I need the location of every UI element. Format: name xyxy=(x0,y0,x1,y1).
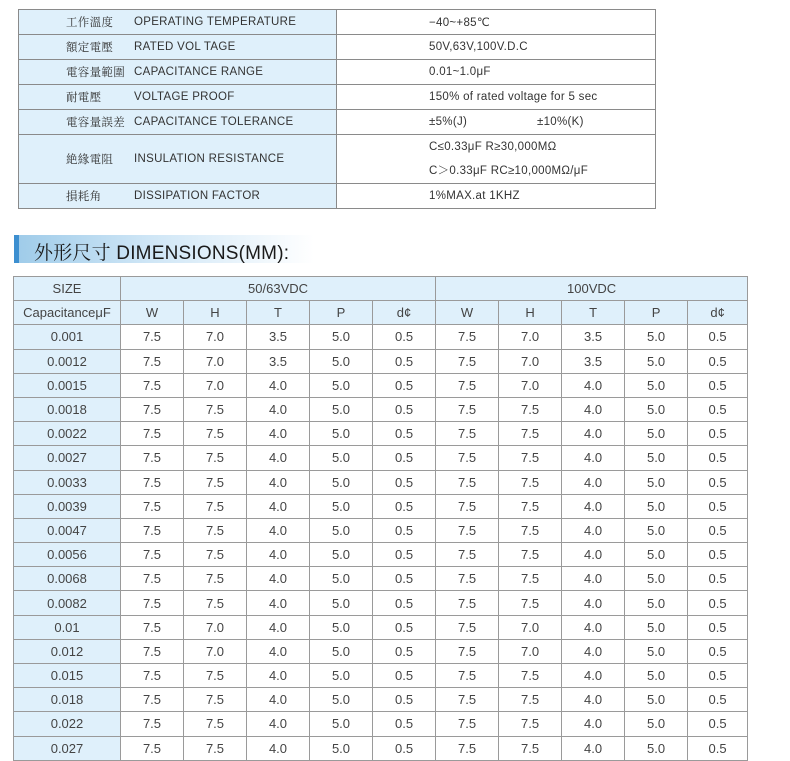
dimension-cell: 0.5 xyxy=(373,688,436,712)
dimension-cell: 7.5 xyxy=(121,446,184,470)
dimension-cell: 7.5 xyxy=(184,446,247,470)
dimension-cell: 4.0 xyxy=(562,615,625,639)
dimension-cell: 4.0 xyxy=(247,712,310,736)
spec-label-cell xyxy=(19,10,337,35)
dimension-cell: 4.0 xyxy=(562,422,625,446)
dimension-cell: 5.0 xyxy=(625,591,688,615)
dimension-cell: 4.0 xyxy=(247,446,310,470)
capacitance-cell: 0.0027 xyxy=(14,446,121,470)
table-row xyxy=(14,325,748,349)
dimension-cell: 4.0 xyxy=(247,494,310,518)
spec-value-cell xyxy=(337,135,656,184)
capacitance-cell: 0.0056 xyxy=(14,543,121,567)
dimension-cell: 4.0 xyxy=(247,567,310,591)
dimension-cell: 5.0 xyxy=(310,543,373,567)
dimension-cell: 5.0 xyxy=(625,397,688,421)
dimension-cell: 7.5 xyxy=(436,446,499,470)
table-row xyxy=(14,373,748,397)
dimension-cell: 7.5 xyxy=(436,397,499,421)
dimension-cell: 5.0 xyxy=(310,494,373,518)
group-header-50-63vdc: 50/63VDC xyxy=(121,277,436,301)
dimension-cell: 5.0 xyxy=(625,349,688,373)
dimension-cell: 0.5 xyxy=(688,518,748,542)
capacitance-cell: 0.0015 xyxy=(14,373,121,397)
dimension-cell: 0.5 xyxy=(373,615,436,639)
heading-accent-bar xyxy=(14,235,19,263)
dimension-cell: 0.5 xyxy=(688,373,748,397)
capacitance-cell: 0.0018 xyxy=(14,397,121,421)
dimension-cell: 7.5 xyxy=(184,688,247,712)
dimension-cell: 5.0 xyxy=(310,639,373,663)
capacitance-cell: 0.0039 xyxy=(14,494,121,518)
capacitance-cell: 0.0047 xyxy=(14,518,121,542)
dimension-cell: 5.0 xyxy=(310,615,373,639)
dimension-cell: 5.0 xyxy=(625,494,688,518)
dimension-cell: 0.5 xyxy=(688,712,748,736)
dimension-cell: 7.0 xyxy=(184,373,247,397)
capacitance-cell: 0.001 xyxy=(14,325,121,349)
dimension-cell: 7.5 xyxy=(184,470,247,494)
dimension-cell: 7.5 xyxy=(184,543,247,567)
table-row xyxy=(14,688,748,712)
dimension-cell: 4.0 xyxy=(562,543,625,567)
spec-row xyxy=(19,184,656,209)
dimension-cell: 5.0 xyxy=(625,567,688,591)
dimension-cell: 7.5 xyxy=(436,688,499,712)
dimension-cell: 4.0 xyxy=(247,397,310,421)
dimension-cell: 7.5 xyxy=(184,422,247,446)
spec-label-english: VOLTAGE PROOF xyxy=(134,91,235,103)
dimension-cell: 5.0 xyxy=(625,325,688,349)
dimension-cell: 5.0 xyxy=(310,712,373,736)
table-row xyxy=(14,591,748,615)
spec-label-chinese: 工作溫度 xyxy=(66,17,114,29)
dimension-cell: 0.5 xyxy=(373,518,436,542)
dimension-cell: 3.5 xyxy=(562,349,625,373)
dimension-cell: 7.5 xyxy=(499,712,562,736)
spec-label-cell xyxy=(19,60,337,85)
dimension-cell: 0.5 xyxy=(688,349,748,373)
dimension-cell: 7.5 xyxy=(121,712,184,736)
dimension-cell: 7.5 xyxy=(184,567,247,591)
dimension-cell: 5.0 xyxy=(310,397,373,421)
dimension-cell: 0.5 xyxy=(688,688,748,712)
dimension-cell: 7.5 xyxy=(121,591,184,615)
capacitance-cell: 0.01 xyxy=(14,615,121,639)
dimension-cell: 4.0 xyxy=(247,639,310,663)
table-row xyxy=(14,664,748,688)
dimension-cell: 0.5 xyxy=(688,397,748,421)
dimension-cell: 7.5 xyxy=(499,591,562,615)
dimension-cell: 7.5 xyxy=(499,518,562,542)
dimension-cell: 7.5 xyxy=(121,397,184,421)
dimension-cell: 7.0 xyxy=(499,325,562,349)
dimension-cell: 4.0 xyxy=(247,688,310,712)
dimension-cell: 5.0 xyxy=(310,567,373,591)
spec-value-cell xyxy=(337,10,656,35)
spec-label-chinese: 耐電壓 xyxy=(66,92,102,104)
dimensions-heading-text: 外形尺寸 DIMENSIONS(MM): xyxy=(34,243,290,264)
table-row xyxy=(14,494,748,518)
dimension-cell: 7.5 xyxy=(184,591,247,615)
dimension-cell: 7.5 xyxy=(436,712,499,736)
dimensions-heading xyxy=(14,235,314,263)
spec-label-cell xyxy=(19,85,337,110)
dimension-cell: 7.5 xyxy=(121,615,184,639)
table-row xyxy=(14,543,748,567)
dimension-cell: 4.0 xyxy=(562,639,625,663)
dimension-cell: 0.5 xyxy=(688,567,748,591)
dimension-cell: 0.5 xyxy=(373,591,436,615)
dimension-cell: 7.5 xyxy=(436,615,499,639)
spec-value: 0.01~1.0μF xyxy=(429,66,491,78)
dimension-cell: 7.5 xyxy=(499,494,562,518)
dimension-cell: 0.5 xyxy=(373,446,436,470)
dimension-cell: 5.0 xyxy=(310,591,373,615)
spec-label-chinese: 損耗角 xyxy=(66,191,102,203)
dimension-cell: 7.5 xyxy=(121,664,184,688)
dimension-cell: 4.0 xyxy=(562,518,625,542)
column-header: P xyxy=(625,301,688,325)
dimension-cell: 3.5 xyxy=(247,325,310,349)
dimension-cell: 5.0 xyxy=(310,736,373,760)
dimension-cell: 4.0 xyxy=(562,567,625,591)
dimension-cell: 7.0 xyxy=(184,639,247,663)
spec-label-chinese: 電容量誤差 xyxy=(66,117,125,129)
spec-row xyxy=(19,10,656,35)
dimension-cell: 7.5 xyxy=(184,712,247,736)
capacitance-cell: 0.0082 xyxy=(14,591,121,615)
spec-value: 50V,63V,100V.D.C xyxy=(429,41,528,53)
dimension-cell: 0.5 xyxy=(688,470,748,494)
group-header-100vdc: 100VDC xyxy=(436,277,748,301)
dimension-cell: 4.0 xyxy=(247,664,310,688)
dimension-cell: 0.5 xyxy=(373,736,436,760)
dimension-cell: 7.5 xyxy=(121,543,184,567)
spec-label-english: OPERATING TEMPERATURE xyxy=(134,16,297,28)
spec-label-english: CAPACITANCE RANGE xyxy=(134,66,264,78)
table-row xyxy=(14,639,748,663)
dimension-cell: 7.5 xyxy=(499,470,562,494)
dimension-cell: 7.0 xyxy=(499,373,562,397)
spec-value: 1%MAX.at 1KHZ xyxy=(429,190,520,202)
dimensions-group-header-row xyxy=(14,277,748,301)
spec-row xyxy=(19,135,656,184)
dimension-cell: 0.5 xyxy=(373,373,436,397)
dimension-cell: 7.5 xyxy=(436,543,499,567)
dimension-cell: 5.0 xyxy=(310,470,373,494)
column-header: W xyxy=(121,301,184,325)
spec-label-chinese: 電容量範圍 xyxy=(66,67,125,79)
dimension-cell: 0.5 xyxy=(373,349,436,373)
dimension-cell: 4.0 xyxy=(247,736,310,760)
spec-label-cell xyxy=(19,135,337,184)
dimension-cell: 7.0 xyxy=(184,615,247,639)
column-header: H xyxy=(499,301,562,325)
dimension-cell: 7.0 xyxy=(499,615,562,639)
dimension-cell: 7.5 xyxy=(499,422,562,446)
dimension-cell: 7.5 xyxy=(436,349,499,373)
dimension-cell: 0.5 xyxy=(688,591,748,615)
table-row xyxy=(14,470,748,494)
dimension-cell: 7.5 xyxy=(436,470,499,494)
spec-value: 150% of rated voltage for 5 sec xyxy=(429,91,598,103)
dimension-cell: 7.5 xyxy=(436,591,499,615)
dimension-cell: 5.0 xyxy=(310,664,373,688)
dimension-cell: 7.5 xyxy=(436,422,499,446)
spec-label-english: DISSIPATION FACTOR xyxy=(134,190,261,202)
column-header: P xyxy=(310,301,373,325)
dimension-cell: 7.5 xyxy=(121,518,184,542)
dimension-cell: 7.5 xyxy=(121,736,184,760)
dimension-cell: 4.0 xyxy=(562,470,625,494)
dimension-cell: 5.0 xyxy=(310,373,373,397)
spec-label-cell xyxy=(19,110,337,135)
column-header: d¢ xyxy=(688,301,748,325)
dimension-cell: 7.5 xyxy=(499,567,562,591)
spec-table-body xyxy=(19,10,656,209)
dimension-cell: 5.0 xyxy=(310,446,373,470)
dimension-cell: 7.5 xyxy=(436,639,499,663)
dimension-cell: 0.5 xyxy=(688,615,748,639)
dimension-cell: 0.5 xyxy=(688,543,748,567)
dimension-cell: 7.5 xyxy=(121,422,184,446)
dimension-cell: 7.5 xyxy=(184,518,247,542)
dimension-cell: 7.5 xyxy=(436,494,499,518)
dimension-cell: 4.0 xyxy=(562,397,625,421)
capacitance-cell: 0.0068 xyxy=(14,567,121,591)
dimension-cell: 0.5 xyxy=(373,397,436,421)
spec-value-cell xyxy=(337,110,656,135)
dimension-cell: 7.5 xyxy=(184,494,247,518)
dimension-cell: 7.5 xyxy=(121,494,184,518)
dimension-cell: 7.5 xyxy=(436,664,499,688)
dimension-cell: 7.5 xyxy=(121,639,184,663)
dimension-cell: 7.0 xyxy=(499,639,562,663)
dimensions-column-header-row xyxy=(14,301,748,325)
dimension-cell: 5.0 xyxy=(625,470,688,494)
dimension-cell: 5.0 xyxy=(625,373,688,397)
dimension-cell: 7.5 xyxy=(436,325,499,349)
dimension-cell: 5.0 xyxy=(625,422,688,446)
dimension-cell: 7.5 xyxy=(184,664,247,688)
spec-value: −40~+85℃ xyxy=(429,17,491,29)
spec-value-line: C≤0.33μF R≥30,000MΩ xyxy=(429,141,557,153)
spec-row xyxy=(19,35,656,60)
capacitance-cell: 0.027 xyxy=(14,736,121,760)
dimension-cell: 0.5 xyxy=(373,470,436,494)
spec-label-english: CAPACITANCE TOLERANCE xyxy=(134,116,294,128)
dimension-cell: 7.5 xyxy=(121,325,184,349)
spec-row xyxy=(19,85,656,110)
dimension-cell: 7.5 xyxy=(184,736,247,760)
dimension-cell: 7.5 xyxy=(499,664,562,688)
dimension-cell: 5.0 xyxy=(625,615,688,639)
dimension-cell: 7.5 xyxy=(121,349,184,373)
dimension-cell: 7.0 xyxy=(499,349,562,373)
dimension-cell: 3.5 xyxy=(562,325,625,349)
dimension-cell: 7.5 xyxy=(499,543,562,567)
dimension-cell: 7.5 xyxy=(436,518,499,542)
dimension-cell: 5.0 xyxy=(310,422,373,446)
dimension-cell: 7.5 xyxy=(436,736,499,760)
table-row xyxy=(14,422,748,446)
dimension-cell: 0.5 xyxy=(688,639,748,663)
table-row xyxy=(14,397,748,421)
capacitance-cell: 0.012 xyxy=(14,639,121,663)
dimensions-table-body xyxy=(14,277,748,761)
dimension-cell: 5.0 xyxy=(625,518,688,542)
spec-value: ±5%(J) xyxy=(429,116,468,128)
dimension-cell: 7.5 xyxy=(499,736,562,760)
dimension-cell: 7.5 xyxy=(121,567,184,591)
table-row xyxy=(14,712,748,736)
column-header: W xyxy=(436,301,499,325)
spec-value-cell xyxy=(337,184,656,209)
dimension-cell: 7.0 xyxy=(184,325,247,349)
spec-label-english: INSULATION RESISTANCE xyxy=(134,153,285,165)
dimension-cell: 5.0 xyxy=(625,639,688,663)
spec-label-cell xyxy=(19,35,337,60)
dimension-cell: 7.5 xyxy=(499,446,562,470)
spec-value-cell xyxy=(337,35,656,60)
spec-label-chinese: 額定電壓 xyxy=(66,42,114,54)
capacitance-cell: 0.022 xyxy=(14,712,121,736)
dimension-cell: 5.0 xyxy=(310,349,373,373)
table-row xyxy=(14,615,748,639)
dimension-cell: 0.5 xyxy=(688,494,748,518)
spec-label-cell xyxy=(19,184,337,209)
dimension-cell: 4.0 xyxy=(562,446,625,470)
dimension-cell: 5.0 xyxy=(625,664,688,688)
spec-label-english: RATED VOL TAGE xyxy=(134,41,236,53)
dimension-cell: 4.0 xyxy=(247,591,310,615)
spec-value-line: C＞0.33μF RC≥10,000MΩ/μF xyxy=(429,165,589,177)
dimension-cell: 4.0 xyxy=(562,688,625,712)
dimension-cell: 7.5 xyxy=(436,373,499,397)
dimension-cell: 0.5 xyxy=(373,494,436,518)
dimension-cell: 4.0 xyxy=(247,373,310,397)
capacitance-cell: 0.015 xyxy=(14,664,121,688)
dimension-cell: 0.5 xyxy=(688,446,748,470)
spec-row xyxy=(19,110,656,135)
dimension-cell: 0.5 xyxy=(688,325,748,349)
dimension-cell: 4.0 xyxy=(247,422,310,446)
dimension-cell: 7.0 xyxy=(184,349,247,373)
spec-value-cell xyxy=(337,85,656,110)
dimension-cell: 7.5 xyxy=(121,373,184,397)
dimension-cell: 4.0 xyxy=(562,494,625,518)
dimension-cell: 5.0 xyxy=(310,688,373,712)
dimension-cell: 4.0 xyxy=(562,664,625,688)
dimension-cell: 0.5 xyxy=(688,422,748,446)
spec-row xyxy=(19,60,656,85)
dimension-cell: 0.5 xyxy=(373,567,436,591)
capacitance-header: CapacitanceμF xyxy=(14,301,121,325)
dimension-cell: 4.0 xyxy=(247,615,310,639)
dimension-cell: 4.0 xyxy=(247,470,310,494)
dimension-cell: 4.0 xyxy=(562,591,625,615)
dimension-cell: 4.0 xyxy=(562,373,625,397)
dimension-cell: 0.5 xyxy=(373,639,436,663)
capacitance-cell: 0.0012 xyxy=(14,349,121,373)
spec-value-cell xyxy=(337,60,656,85)
table-row xyxy=(14,567,748,591)
dimension-cell: 3.5 xyxy=(247,349,310,373)
dimension-cell: 0.5 xyxy=(373,422,436,446)
dimension-cell: 7.5 xyxy=(499,397,562,421)
dimension-cell: 4.0 xyxy=(247,518,310,542)
dimensions-table xyxy=(13,276,748,761)
spec-label-chinese: 絶緣電阻 xyxy=(66,154,114,166)
dimension-cell: 0.5 xyxy=(688,664,748,688)
dimension-cell: 0.5 xyxy=(373,664,436,688)
dimension-cell: 7.5 xyxy=(499,688,562,712)
column-header: d¢ xyxy=(373,301,436,325)
dimension-cell: 5.0 xyxy=(625,688,688,712)
capacitance-cell: 0.0022 xyxy=(14,422,121,446)
column-header: T xyxy=(247,301,310,325)
dimension-cell: 0.5 xyxy=(373,325,436,349)
dimension-cell: 5.0 xyxy=(310,325,373,349)
dimension-cell: 4.0 xyxy=(562,736,625,760)
dimension-cell: 7.5 xyxy=(121,688,184,712)
size-header: SIZE xyxy=(14,277,121,301)
column-header: T xyxy=(562,301,625,325)
capacitance-cell: 0.0033 xyxy=(14,470,121,494)
dimension-cell: 5.0 xyxy=(625,712,688,736)
column-header: H xyxy=(184,301,247,325)
dimension-cell: 0.5 xyxy=(373,543,436,567)
dimension-cell: 0.5 xyxy=(688,736,748,760)
spec-value-secondary: ±10%(K) xyxy=(537,116,584,128)
dimension-cell: 0.5 xyxy=(373,712,436,736)
dimension-cell: 4.0 xyxy=(247,543,310,567)
table-row xyxy=(14,349,748,373)
table-row xyxy=(14,446,748,470)
capacitance-cell: 0.018 xyxy=(14,688,121,712)
dimension-cell: 7.5 xyxy=(436,567,499,591)
table-row xyxy=(14,518,748,542)
spec-table xyxy=(18,9,656,209)
dimension-cell: 5.0 xyxy=(625,736,688,760)
dimension-cell: 4.0 xyxy=(562,712,625,736)
dimension-cell: 7.5 xyxy=(184,397,247,421)
dimension-cell: 5.0 xyxy=(625,446,688,470)
dimension-cell: 5.0 xyxy=(625,543,688,567)
dimension-cell: 7.5 xyxy=(121,470,184,494)
table-row xyxy=(14,736,748,760)
dimension-cell: 5.0 xyxy=(310,518,373,542)
